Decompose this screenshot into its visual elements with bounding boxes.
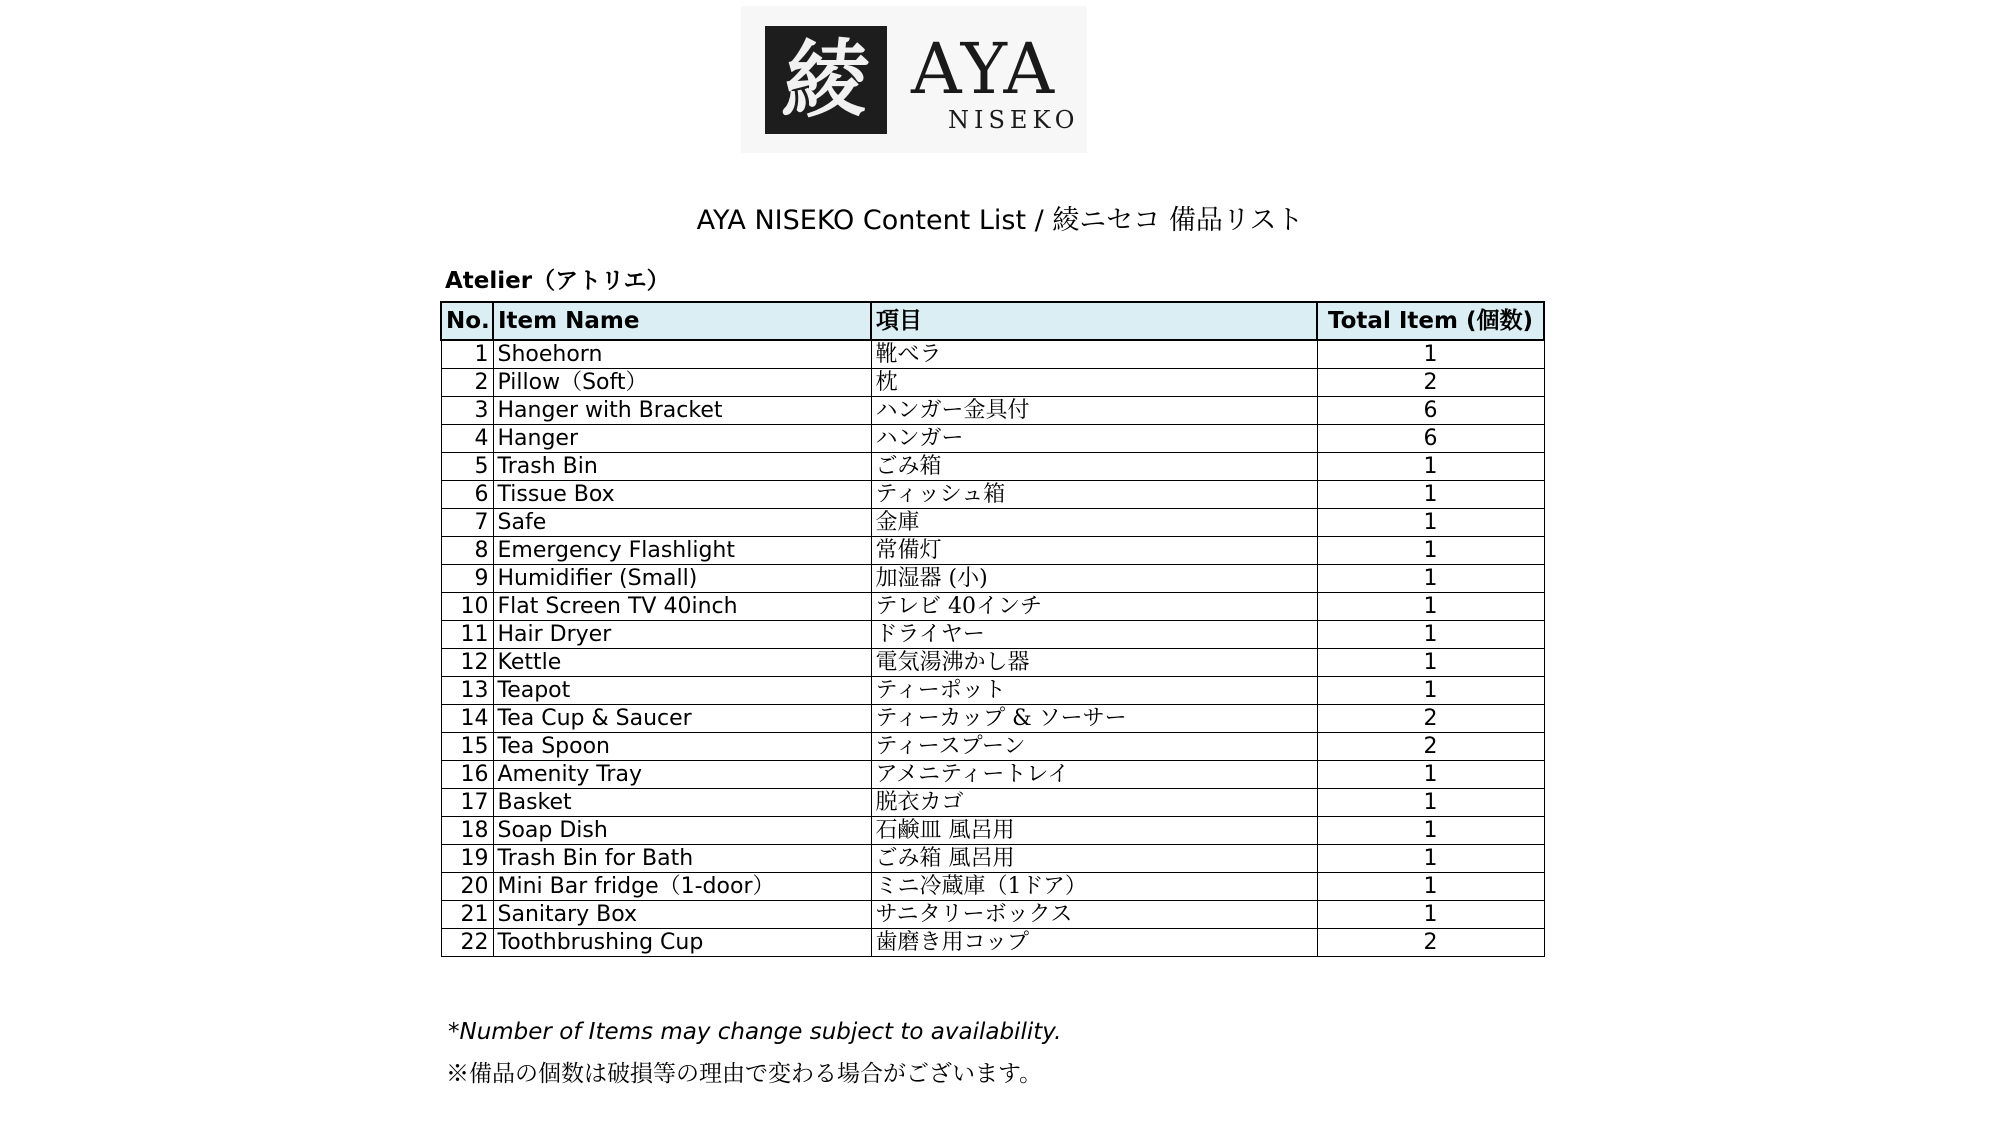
row-number: 12 xyxy=(441,649,493,677)
item-total: 1 xyxy=(1317,453,1544,481)
item-name-jp: ティースプーン xyxy=(871,733,1317,761)
table-row xyxy=(441,761,1544,789)
availability-note-en: *Number of Items may change subject to availability. xyxy=(448,1019,1062,1045)
table-row xyxy=(441,901,1544,929)
item-total: 1 xyxy=(1317,761,1544,789)
table-row xyxy=(441,929,1544,957)
table-row xyxy=(441,817,1544,845)
row-number: 8 xyxy=(441,537,493,565)
item-total: 1 xyxy=(1317,901,1544,929)
item-name: Hanger with Bracket xyxy=(493,397,871,425)
table-row xyxy=(441,733,1544,761)
item-name: Flat Screen TV 40inch xyxy=(493,593,871,621)
item-total: 1 xyxy=(1317,817,1544,845)
item-name: Humidifier (Small) xyxy=(493,565,871,593)
row-number: 1 xyxy=(441,340,493,369)
item-name: Trash Bin xyxy=(493,453,871,481)
item-name: Emergency Flashlight xyxy=(493,537,871,565)
item-name: Safe xyxy=(493,509,871,537)
item-name-jp: ごみ箱 xyxy=(871,453,1317,481)
row-number: 11 xyxy=(441,621,493,649)
item-total: 1 xyxy=(1317,649,1544,677)
header-item-jp: 項目 xyxy=(871,302,1317,340)
item-name: Mini Bar fridge（1-door） xyxy=(493,873,871,901)
header-no: No. xyxy=(441,302,493,340)
item-name-jp: ミニ冷蔵庫（1ドア） xyxy=(871,873,1317,901)
item-name-jp: テレビ 40インチ xyxy=(871,593,1317,621)
aya-niseko-logo xyxy=(741,6,1087,153)
table-row xyxy=(441,453,1544,481)
item-name-jp: 石鹸皿 風呂用 xyxy=(871,817,1317,845)
item-total: 2 xyxy=(1317,929,1544,957)
table-row xyxy=(441,677,1544,705)
item-name: Shoehorn xyxy=(493,340,871,369)
item-name-jp: 常備灯 xyxy=(871,537,1317,565)
row-number: 4 xyxy=(441,425,493,453)
row-number: 10 xyxy=(441,593,493,621)
table-row xyxy=(441,425,1544,453)
table-row xyxy=(441,593,1544,621)
table-row xyxy=(441,340,1544,369)
logo-subtitle: NISEKO xyxy=(948,106,1080,134)
table-header-row xyxy=(441,302,1544,340)
table-row xyxy=(441,845,1544,873)
item-name-jp: 金庫 xyxy=(871,509,1317,537)
item-name-jp: アメニティートレイ xyxy=(871,761,1317,789)
item-name: Tea Spoon xyxy=(493,733,871,761)
item-name: Tea Cup & Saucer xyxy=(493,705,871,733)
item-total: 1 xyxy=(1317,677,1544,705)
table-row xyxy=(441,369,1544,397)
row-number: 2 xyxy=(441,369,493,397)
item-total: 1 xyxy=(1317,537,1544,565)
item-total: 1 xyxy=(1317,593,1544,621)
item-total: 1 xyxy=(1317,565,1544,593)
document-title: AYA NISEKO Content List / 綾ニセコ 備品リスト xyxy=(696,205,1304,236)
item-name: Soap Dish xyxy=(493,817,871,845)
item-name-jp: ごみ箱 風呂用 xyxy=(871,845,1317,873)
item-total: 1 xyxy=(1317,789,1544,817)
item-name-jp: 枕 xyxy=(871,369,1317,397)
row-number: 7 xyxy=(441,509,493,537)
row-number: 6 xyxy=(441,481,493,509)
table-row xyxy=(441,873,1544,901)
logo-kanji-mark xyxy=(765,26,887,134)
item-name: Basket xyxy=(493,789,871,817)
item-name: Teapot xyxy=(493,677,871,705)
content-list-table xyxy=(440,301,1545,957)
row-number: 17 xyxy=(441,789,493,817)
item-name-jp: 電気湯沸かし器 xyxy=(871,649,1317,677)
item-name-jp: 加湿器 (小) xyxy=(871,565,1317,593)
table-row xyxy=(441,789,1544,817)
logo-kanji: 綾 xyxy=(778,30,874,129)
item-name-jp: ハンガー xyxy=(871,425,1317,453)
item-name: Hanger xyxy=(493,425,871,453)
row-number: 15 xyxy=(441,733,493,761)
availability-note-jp: ※備品の個数は破損等の理由で変わる場合がございます。 xyxy=(446,1061,1043,1087)
item-name-jp: ハンガー金具付 xyxy=(871,397,1317,425)
item-name-jp: ティッシュ箱 xyxy=(871,481,1317,509)
item-total: 1 xyxy=(1317,481,1544,509)
item-name-jp: 脱衣カゴ xyxy=(871,789,1317,817)
row-number: 13 xyxy=(441,677,493,705)
item-name: Kettle xyxy=(493,649,871,677)
item-total: 6 xyxy=(1317,397,1544,425)
table-body xyxy=(441,340,1544,957)
table-row xyxy=(441,621,1544,649)
item-name: Amenity Tray xyxy=(493,761,871,789)
section-title: Atelier（アトリエ） xyxy=(445,268,670,294)
item-name-jp: ティーカップ & ソーサー xyxy=(871,705,1317,733)
table-row xyxy=(441,649,1544,677)
table-row xyxy=(441,397,1544,425)
row-number: 5 xyxy=(441,453,493,481)
item-total: 1 xyxy=(1317,509,1544,537)
item-total: 2 xyxy=(1317,369,1544,397)
logo-wordmark: AYA xyxy=(911,28,1057,110)
table-row xyxy=(441,481,1544,509)
item-name-jp: 歯磨き用コップ xyxy=(871,929,1317,957)
item-name: Tissue Box xyxy=(493,481,871,509)
row-number: 20 xyxy=(441,873,493,901)
row-number: 9 xyxy=(441,565,493,593)
row-number: 22 xyxy=(441,929,493,957)
row-number: 14 xyxy=(441,705,493,733)
item-total: 2 xyxy=(1317,733,1544,761)
item-name: Trash Bin for Bath xyxy=(493,845,871,873)
table-row xyxy=(441,705,1544,733)
header-total: Total Item (個数) xyxy=(1317,302,1544,340)
item-name: Toothbrushing Cup xyxy=(493,929,871,957)
item-total: 6 xyxy=(1317,425,1544,453)
item-total: 1 xyxy=(1317,621,1544,649)
item-total: 1 xyxy=(1317,845,1544,873)
item-name-jp: 靴べラ xyxy=(871,340,1317,369)
row-number: 21 xyxy=(441,901,493,929)
item-total: 1 xyxy=(1317,873,1544,901)
table-row xyxy=(441,509,1544,537)
row-number: 19 xyxy=(441,845,493,873)
row-number: 3 xyxy=(441,397,493,425)
row-number: 18 xyxy=(441,817,493,845)
row-number: 16 xyxy=(441,761,493,789)
item-name-jp: ドライヤー xyxy=(871,621,1317,649)
item-name: Pillow（Soft） xyxy=(493,369,871,397)
item-name-jp: ティーポット xyxy=(871,677,1317,705)
table-row xyxy=(441,565,1544,593)
item-name-jp: サニタリーボックス xyxy=(871,901,1317,929)
item-name: Sanitary Box xyxy=(493,901,871,929)
table-row xyxy=(441,537,1544,565)
item-name: Hair Dryer xyxy=(493,621,871,649)
header-item-name: Item Name xyxy=(493,302,871,340)
item-total: 2 xyxy=(1317,705,1544,733)
item-total: 1 xyxy=(1317,340,1544,369)
